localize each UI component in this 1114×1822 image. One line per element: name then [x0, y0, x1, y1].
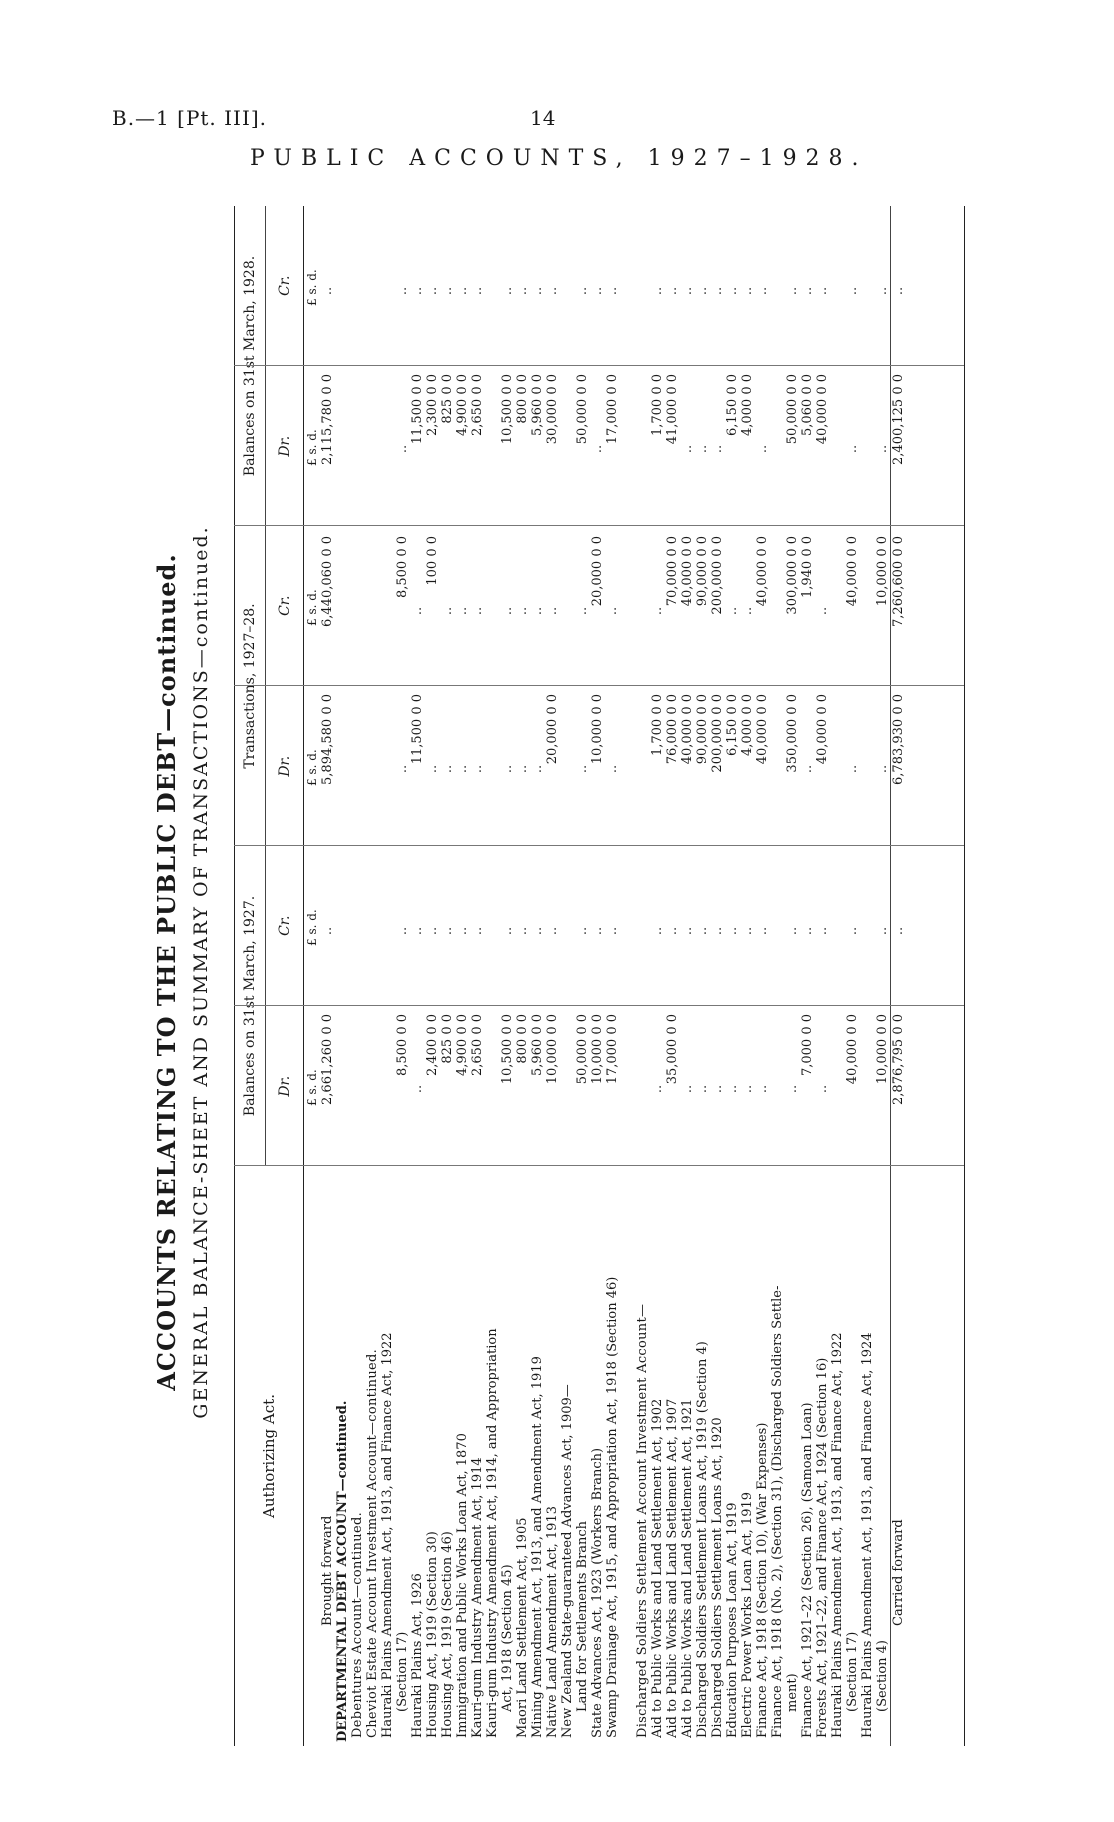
table-row: [680, 206, 695, 1746]
amount-cell: ..: [395, 926, 410, 936]
amount-cell: ..: [650, 606, 665, 616]
act-name: Carried forward: [891, 1519, 906, 1626]
amount-cell: ..: [891, 286, 906, 296]
act-name: Swamp Drainage Act, 1915, and Appropriation Act, 1918 (Section 46): [605, 1276, 620, 1738]
act-name: Discharged Soldiers Settlement Loans Act, 1920: [710, 1417, 725, 1738]
amount-cell: ..: [440, 286, 455, 296]
amount-cell: ..: [530, 926, 545, 936]
amount-cell: 17,000 0 0: [605, 374, 620, 445]
amount-cell: 5,960 0 0: [530, 1014, 545, 1077]
table-row: [635, 206, 650, 1746]
act-name: Immigration and Public Works Loan Act, 1870: [455, 1433, 470, 1738]
amount-cell: 2,115,780 0 0: [320, 374, 335, 465]
table-row: [890, 206, 906, 1746]
table-bottom-rule: [964, 206, 965, 1746]
amount-cell: ..: [455, 764, 470, 774]
amount-cell: 7,260,600 0 0: [891, 536, 906, 627]
amount-cell: 4,000 0 0: [740, 374, 755, 437]
report-reference: B.—1 [Pt. III].: [112, 106, 268, 130]
table-row: [530, 206, 545, 1746]
units-row: [304, 206, 320, 1746]
act-name: Hauraki Plains Act, 1926: [410, 1573, 425, 1738]
amount-cell: ..: [575, 926, 590, 936]
amount-cell: 40,000 0 0: [755, 536, 770, 607]
amount-cell: 40,000 0 0: [815, 374, 830, 445]
act-name: State Advances Act, 1923 (Workers Branch): [590, 1447, 605, 1738]
table-row: [515, 206, 530, 1746]
act-name: Aid to Public Works and Land Settlement Act, 1902: [650, 1398, 665, 1738]
amount-cell: 40,000 0 0: [680, 694, 695, 765]
amount-cell: ..: [500, 764, 515, 774]
amount-cell: ..: [395, 764, 410, 774]
amount-cell: ..: [740, 926, 755, 936]
amount-cell: 4,900 0 0: [455, 1014, 470, 1077]
amount-cell: 40,000 0 0: [845, 1014, 860, 1085]
amount-cell: ..: [875, 926, 890, 936]
amount-cell: ..: [695, 926, 710, 936]
amount-cell: ..: [575, 606, 590, 616]
amount-cell: 6,440,060 0 0: [320, 536, 335, 627]
amount-cell: 200,000 0 0: [710, 536, 725, 615]
amount-cell: 350,000 0 0: [785, 694, 800, 773]
amount-cell: ..: [455, 606, 470, 616]
amount-cell: 5,060 0 0: [800, 374, 815, 437]
units-label: £ s. d.: [305, 269, 319, 306]
table-row: [560, 206, 575, 1746]
amount-cell: ..: [425, 926, 440, 936]
col-dr: Dr.: [266, 366, 303, 527]
act-name: New Zealand State-guaranteed Advances Act, 1909—: [560, 1384, 575, 1738]
amount-cell: ..: [410, 606, 425, 616]
amount-cell: 76,000 0 0: [665, 694, 680, 765]
amount-cell: 2,400 0 0: [425, 1014, 440, 1077]
amount-cell: ..: [755, 286, 770, 296]
amount-cell: ..: [815, 1084, 830, 1094]
amount-cell: 50,000 0 0: [575, 1014, 590, 1085]
amount-cell: ..: [605, 764, 620, 774]
amount-cell: ..: [875, 764, 890, 774]
act-name: Hauraki Plains Amendment Act, 1913, and Finance Act, 1922: [830, 1332, 845, 1738]
amount-cell: 8,500 0 0: [395, 536, 410, 599]
act-name: Forests Act, 1921–22, and Finance Act, 1924 (Section 16): [815, 1357, 830, 1738]
act-name: Aid to Public Works and Land Settlement Act, 1907: [665, 1398, 680, 1738]
table-row: [320, 206, 335, 1746]
amount-cell: ..: [815, 606, 830, 616]
table-row: [425, 206, 440, 1746]
amount-cell: ..: [815, 926, 830, 936]
amount-cell: ..: [665, 286, 680, 296]
amount-cell: ..: [785, 1084, 800, 1094]
amount-cell: 10,500 0 0: [500, 374, 515, 445]
amount-cell: 17,000 0 0: [605, 1014, 620, 1085]
amount-cell: ..: [515, 926, 530, 936]
group-title: Balances on 31st March, 1928.: [235, 206, 266, 526]
units-label: £ s. d.: [305, 1069, 319, 1106]
amount-cell: 90,000 0 0: [695, 536, 710, 607]
amount-cell: ..: [785, 926, 800, 936]
amount-cell: 40,000 0 0: [755, 694, 770, 765]
amount-cell: ..: [455, 286, 470, 296]
amount-cell: ..: [395, 444, 410, 454]
amount-cell: ..: [545, 926, 560, 936]
act-name: Housing Act, 1919 (Section 30): [425, 1531, 440, 1738]
col-authorizing-act: Authorizing Act.: [235, 1165, 303, 1746]
amount-cell: ..: [800, 764, 815, 774]
group-title: Transactions, 1927–28.: [235, 526, 266, 846]
act-name: Land for Settlements Branch: [575, 1520, 590, 1712]
col-dr: Dr.: [266, 686, 303, 847]
col-cr: Cr.: [276, 275, 293, 296]
amount-cell: ..: [755, 444, 770, 454]
act-name: Brought forward: [320, 1515, 335, 1626]
col-cr: Cr.: [276, 595, 293, 616]
amount-cell: 50,000 0 0: [785, 374, 800, 445]
act-name: Housing Act, 1919 (Section 46): [440, 1531, 455, 1738]
amount-cell: ..: [845, 764, 860, 774]
amount-cell: ..: [650, 1084, 665, 1094]
table-header: [234, 206, 304, 1746]
amount-cell: ..: [395, 286, 410, 296]
table-title: ACCOUNTS RELATING TO THE PUBLIC DEBT—continued.: [152, 553, 181, 1391]
col-group-balances-1928: [235, 206, 303, 526]
amount-cell: ..: [320, 926, 335, 936]
amount-cell: 10,500 0 0: [500, 1014, 515, 1085]
amount-cell: ..: [891, 926, 906, 936]
act-name: Kauri-gum Industry Amendment Act, 1914: [470, 1457, 485, 1738]
amount-cell: ..: [575, 286, 590, 296]
amount-cell: ..: [875, 286, 890, 296]
amount-cell: ..: [710, 1084, 725, 1094]
amount-cell: ..: [440, 926, 455, 936]
table-row: [590, 206, 605, 1746]
table-row: [860, 206, 875, 1746]
table-row: [410, 206, 425, 1746]
amount-cell: 2,650 0 0: [470, 1014, 485, 1077]
table-row: [770, 206, 785, 1746]
amount-cell: ..: [500, 926, 515, 936]
units-label: £ s. d.: [305, 429, 319, 466]
amount-cell: ..: [725, 1084, 740, 1094]
act-name: Hauraki Plains Amendment Act, 1913, and Finance Act, 1924: [860, 1332, 875, 1738]
amount-cell: 800 0 0: [515, 1014, 530, 1064]
amount-cell: ..: [410, 926, 425, 936]
amount-cell: ..: [440, 764, 455, 774]
amount-cell: ..: [515, 764, 530, 774]
amount-cell: 2,661,260 0 0: [320, 1014, 335, 1105]
amount-cell: ..: [650, 286, 665, 296]
amount-cell: ..: [695, 444, 710, 454]
amount-cell: 2,650 0 0: [470, 374, 485, 437]
amount-cell: 20,000 0 0: [590, 536, 605, 607]
amount-cell: ..: [500, 606, 515, 616]
amount-cell: 4,000 0 0: [740, 694, 755, 757]
group-title: Balances on 31st March, 1927.: [235, 846, 266, 1166]
amount-cell: ..: [740, 606, 755, 616]
units-label: £ s. d.: [305, 909, 319, 946]
act-name: Discharged Soldiers Settlement Account Investment Account—: [635, 1303, 650, 1738]
table-row: [440, 206, 455, 1746]
act-name: Electric Power Works Loan Act, 1919: [740, 1491, 755, 1738]
act-name: Education Purposes Loan Act, 1919: [725, 1502, 740, 1738]
table-row: [845, 206, 860, 1746]
act-name: Finance Act, 1918 (No. 2), (Section 31), (Discharged Soldiers Settle-: [770, 1285, 785, 1738]
amount-cell: 825 0 0: [440, 1014, 455, 1064]
table-row: [545, 206, 560, 1746]
amount-cell: ..: [725, 926, 740, 936]
table-row: [395, 206, 410, 1746]
amount-cell: ..: [815, 286, 830, 296]
amount-cell: ..: [665, 926, 680, 936]
units-label: £ s. d.: [305, 749, 319, 786]
amount-cell: 6,783,930 0 0: [891, 694, 906, 785]
page-header: [0, 0, 1114, 170]
amount-cell: ..: [590, 926, 605, 936]
amount-cell: ..: [605, 286, 620, 296]
amount-cell: ..: [500, 286, 515, 296]
units-label: £ s. d.: [305, 589, 319, 626]
amount-cell: 1,940 0 0: [800, 536, 815, 599]
amount-cell: ..: [515, 286, 530, 296]
amount-cell: ..: [440, 606, 455, 616]
amount-cell: ..: [725, 606, 740, 616]
col-dr: Dr.: [266, 1006, 303, 1167]
amount-cell: ..: [680, 444, 695, 454]
amount-cell: 4,900 0 0: [455, 374, 470, 437]
amount-cell: 6,150 0 0: [725, 694, 740, 757]
amount-cell: ..: [470, 606, 485, 616]
table-row: [365, 206, 380, 1746]
amount-cell: 100 0 0: [425, 536, 440, 586]
amount-cell: 10,000 0 0: [875, 536, 890, 607]
act-name: (Section 17): [395, 1631, 410, 1712]
table-row: [335, 206, 350, 1746]
table-row: [725, 206, 740, 1746]
landscape-table: [130, 192, 990, 1752]
amount-cell: 70,000 0 0: [665, 536, 680, 607]
amount-cell: 40,000 0 0: [815, 694, 830, 765]
amount-cell: 2,400,125 0 0: [891, 374, 906, 465]
amount-cell: 10,000 0 0: [590, 1014, 605, 1085]
act-name: DEPARTMENTAL DEBT ACCOUNT—continued.: [335, 1400, 350, 1742]
amount-cell: 40,000 0 0: [680, 536, 695, 607]
amount-cell: ..: [680, 1084, 695, 1094]
act-name: Native Land Amendment Act, 1913: [545, 1506, 560, 1738]
table-row: [740, 206, 755, 1746]
amount-cell: ..: [845, 444, 860, 454]
table-row: [665, 206, 680, 1746]
act-name: Cheviot Estate Account Investment Account—continued.: [365, 1348, 380, 1738]
amount-cell: 35,000 0 0: [665, 1014, 680, 1085]
amount-cell: ..: [695, 286, 710, 296]
amount-cell: 11,500 0 0: [410, 374, 425, 445]
table-row: [815, 206, 830, 1746]
table-row: [380, 206, 395, 1746]
table-row: [650, 206, 665, 1746]
amount-cell: ..: [605, 926, 620, 936]
amount-cell: 41,000 0 0: [665, 374, 680, 445]
amount-cell: ..: [845, 926, 860, 936]
amount-cell: ..: [740, 286, 755, 296]
amount-cell: ..: [875, 444, 890, 454]
amount-cell: 20,000 0 0: [545, 694, 560, 765]
act-name: (Section 17): [845, 1631, 860, 1712]
amount-cell: ..: [410, 286, 425, 296]
table-row: [710, 206, 725, 1746]
table-subtitle: GENERAL BALANCE-SHEET AND SUMMARY OF TRANSACTIONS—continued.: [190, 525, 212, 1419]
amount-cell: ..: [710, 926, 725, 936]
amount-cell: ..: [545, 286, 560, 296]
amount-cell: ..: [425, 286, 440, 296]
amount-cell: 90,000 0 0: [695, 694, 710, 765]
amount-cell: 6,150 0 0: [725, 374, 740, 437]
act-name: Discharged Soldiers Settlement Loans Act, 1919 (Section 4): [695, 1341, 710, 1738]
table-row: [485, 206, 500, 1746]
amount-cell: ..: [650, 926, 665, 936]
act-name: Finance Act, 1918 (Section 10), (War Expenses): [755, 1422, 770, 1738]
table-row: [620, 206, 635, 1746]
amount-cell: ..: [590, 286, 605, 296]
amount-cell: ..: [455, 926, 470, 936]
amount-cell: ..: [725, 286, 740, 296]
rotated-table-area: [130, 192, 990, 1752]
amount-cell: ..: [590, 444, 605, 454]
amount-cell: ..: [410, 1084, 425, 1094]
table-row: [470, 206, 485, 1746]
amount-cell: ..: [320, 286, 335, 296]
ledger-table: [234, 206, 906, 1746]
act-name: Mining Amendment Act, 1913, and Amendment Act, 1919: [530, 1356, 545, 1738]
amount-cell: 11,500 0 0: [410, 694, 425, 765]
amount-cell: 5,894,580 0 0: [320, 694, 335, 785]
amount-cell: ..: [755, 926, 770, 936]
amount-cell: ..: [515, 606, 530, 616]
amount-cell: ..: [680, 286, 695, 296]
amount-cell: ..: [680, 926, 695, 936]
page-number: 14: [530, 106, 556, 130]
table-body: [320, 206, 906, 1746]
amount-cell: 5,960 0 0: [530, 374, 545, 437]
table-row: [785, 206, 800, 1746]
amount-cell: ..: [755, 1084, 770, 1094]
act-name: Aid to Public Works and Land Settlement Act, 1921: [680, 1398, 695, 1738]
table-row: [800, 206, 815, 1746]
amount-cell: ..: [470, 764, 485, 774]
act-name: Kauri-gum Industry Amendment Act, 1914, and Appropriation: [485, 1328, 500, 1738]
amount-cell: ..: [800, 286, 815, 296]
table-row: [830, 206, 845, 1746]
amount-cell: ..: [695, 1084, 710, 1094]
table-row: [875, 206, 890, 1746]
table-row: [695, 206, 710, 1746]
amount-cell: 10,000 0 0: [875, 1014, 890, 1085]
act-name: Act, 1918 (Section 45): [500, 1564, 515, 1712]
amount-cell: 825 0 0: [440, 374, 455, 424]
col-cr: Cr.: [276, 915, 293, 936]
table-row: [755, 206, 770, 1746]
amount-cell: ..: [530, 606, 545, 616]
act-name: Finance Act, 1921–22 (Section 26), (Samoan Loan): [800, 1402, 815, 1738]
amount-cell: ..: [545, 606, 560, 616]
amount-cell: 200,000 0 0: [710, 694, 725, 773]
act-name: ment): [785, 1673, 800, 1712]
act-name: Debentures Account—continued.: [350, 1511, 365, 1738]
amount-cell: 10,000 0 0: [590, 694, 605, 765]
amount-cell: 10,000 0 0: [545, 1014, 560, 1085]
amount-cell: ..: [710, 444, 725, 454]
amount-cell: ..: [740, 1084, 755, 1094]
amount-cell: ..: [605, 606, 620, 616]
table-row: [605, 206, 620, 1746]
amount-cell: 7,000 0 0: [800, 1014, 815, 1077]
amount-cell: ..: [845, 286, 860, 296]
amount-cell: ..: [470, 926, 485, 936]
amount-cell: 40,000 0 0: [845, 536, 860, 607]
table-row: [455, 206, 470, 1746]
amount-cell: 8,500 0 0: [395, 1014, 410, 1077]
amount-cell: 300,000 0 0: [785, 536, 800, 615]
amount-cell: 30,000 0 0: [545, 374, 560, 445]
amount-cell: ..: [470, 286, 485, 296]
act-name: Hauraki Plains Amendment Act, 1913, and Finance Act, 1922: [380, 1332, 395, 1738]
act-name: (Section 4): [875, 1639, 890, 1712]
amount-cell: ..: [425, 764, 440, 774]
amount-cell: ..: [530, 286, 545, 296]
amount-cell: ..: [575, 764, 590, 774]
amount-cell: ..: [800, 926, 815, 936]
amount-cell: 1,700 0 0: [650, 694, 665, 757]
amount-cell: 800 0 0: [515, 374, 530, 424]
amount-cell: 1,700 0 0: [650, 374, 665, 437]
amount-cell: ..: [530, 764, 545, 774]
amount-cell: 2,876,795 0 0: [891, 1014, 906, 1105]
table-row: [350, 206, 365, 1746]
amount-cell: 50,000 0 0: [575, 374, 590, 445]
act-name: Maori Land Settlement Act, 1905: [515, 1517, 530, 1738]
table-row: [575, 206, 590, 1746]
amount-cell: ..: [785, 286, 800, 296]
page-title: PUBLIC ACCOUNTS, 1927–1928.: [250, 146, 868, 171]
amount-cell: ..: [710, 286, 725, 296]
table-row: [500, 206, 515, 1746]
amount-cell: 2,300 0 0: [425, 374, 440, 437]
